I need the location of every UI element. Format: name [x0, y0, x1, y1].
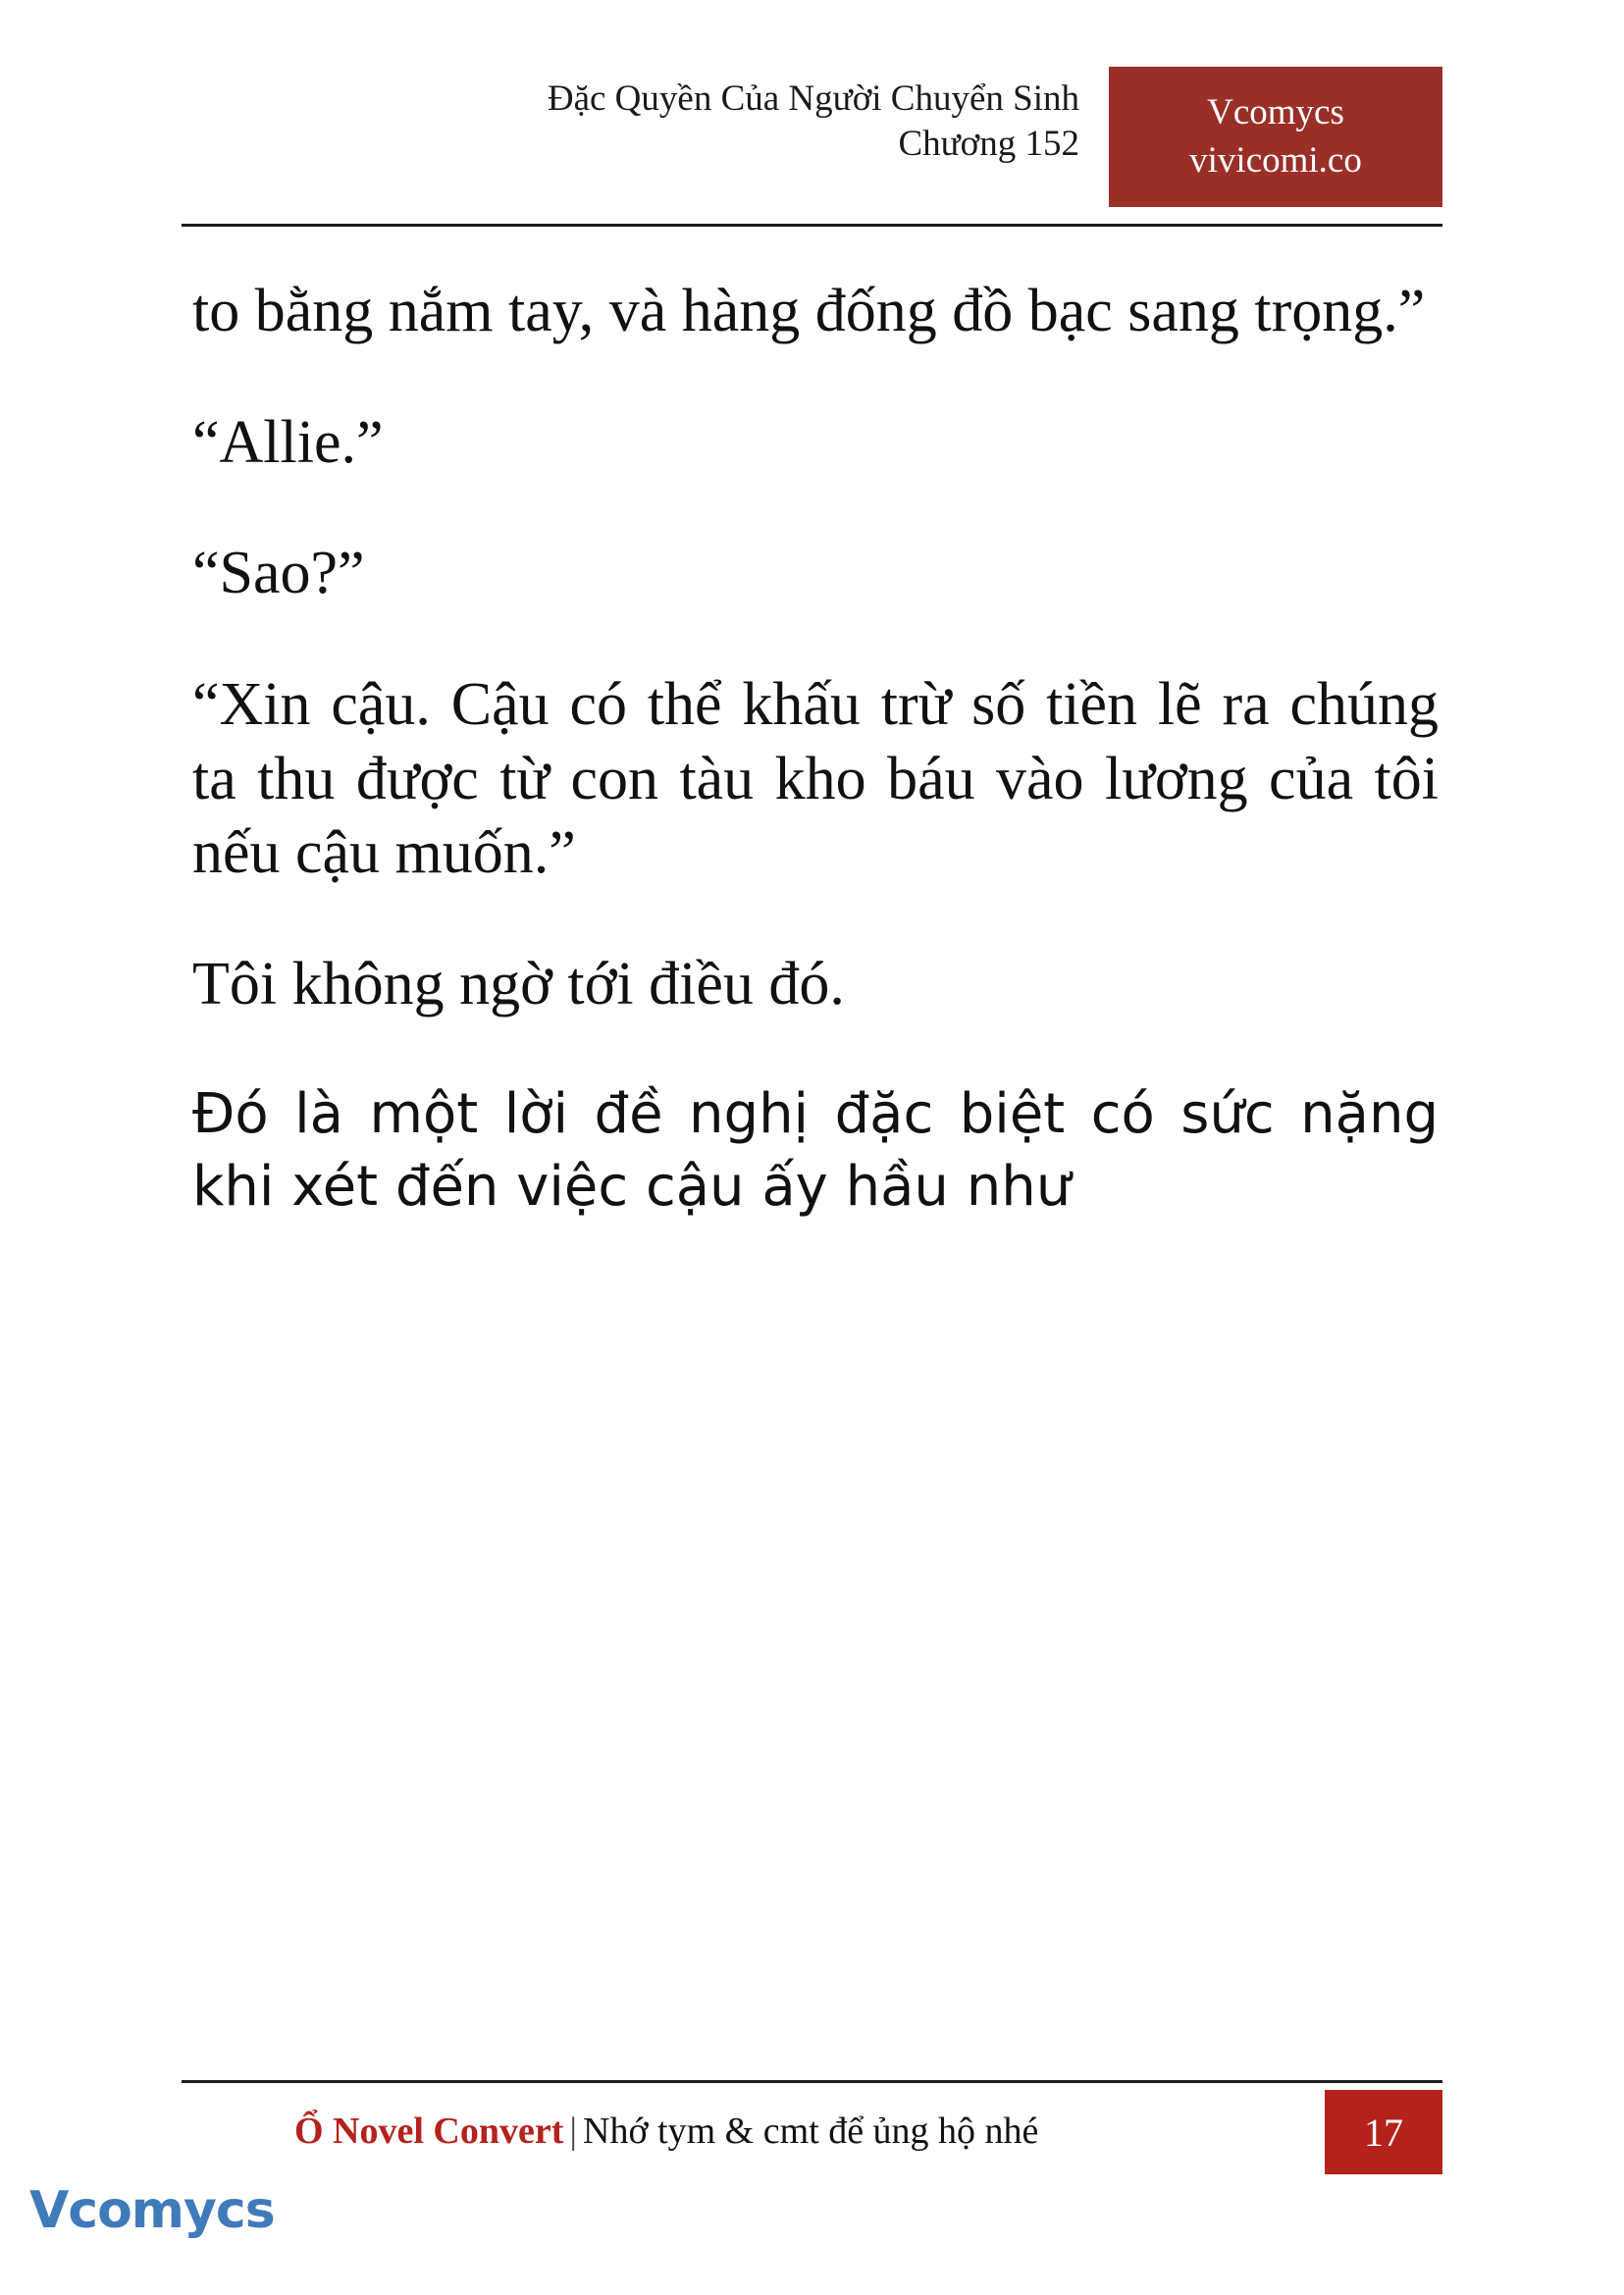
footer-brand: Ổ Novel Convert: [294, 2111, 564, 2152]
vcomycs-watermark: [29, 2181, 275, 2273]
paragraph: Tôi không ngờ tới điều đó.: [192, 950, 845, 1017]
chapter-label: Chương 152: [898, 124, 1079, 165]
paragraph: “Sao?”: [192, 540, 365, 607]
paragraph: Đó là một lời đề nghị đặc biệt có sức nặng khi xét đến việc cậu ấy hầu như: [192, 1082, 1439, 1220]
novel-title: Đặc Quyền Của Người Chuyển Sinh: [547, 78, 1079, 119]
site-badge: [1109, 67, 1442, 207]
page-header: [182, 77, 1442, 219]
paragraph: “Allie.”: [192, 408, 384, 476]
footer-note: Nhớ tym & cmt để ủng hộ nhé: [583, 2111, 1039, 2152]
footer-divider: [182, 2080, 1442, 2083]
site-badge-name: Vcomycs: [1207, 92, 1344, 133]
page-content: [192, 275, 1439, 1280]
header-title-block: [548, 77, 1079, 168]
site-badge-url: vivicomi.co: [1189, 139, 1362, 181]
page-number-badge: 17: [1325, 2090, 1442, 2174]
watermark-text: Vcomycs: [29, 2181, 275, 2240]
page-footer: [182, 2090, 1442, 2174]
paragraph: “Xin cậu. Cậu có thể khấu trừ số tiền lẽ ra chúng ta thu được từ con tàu kho báu vào lương của tôi nếu cậu muốn.”: [192, 670, 1439, 887]
footer-credit: [294, 2110, 1038, 2153]
paragraph: to bằng nắm tay, và hàng đống đồ bạc sang trọng.”: [192, 278, 1426, 344]
footer-separator: |: [569, 2111, 577, 2152]
header-divider: [182, 224, 1442, 227]
